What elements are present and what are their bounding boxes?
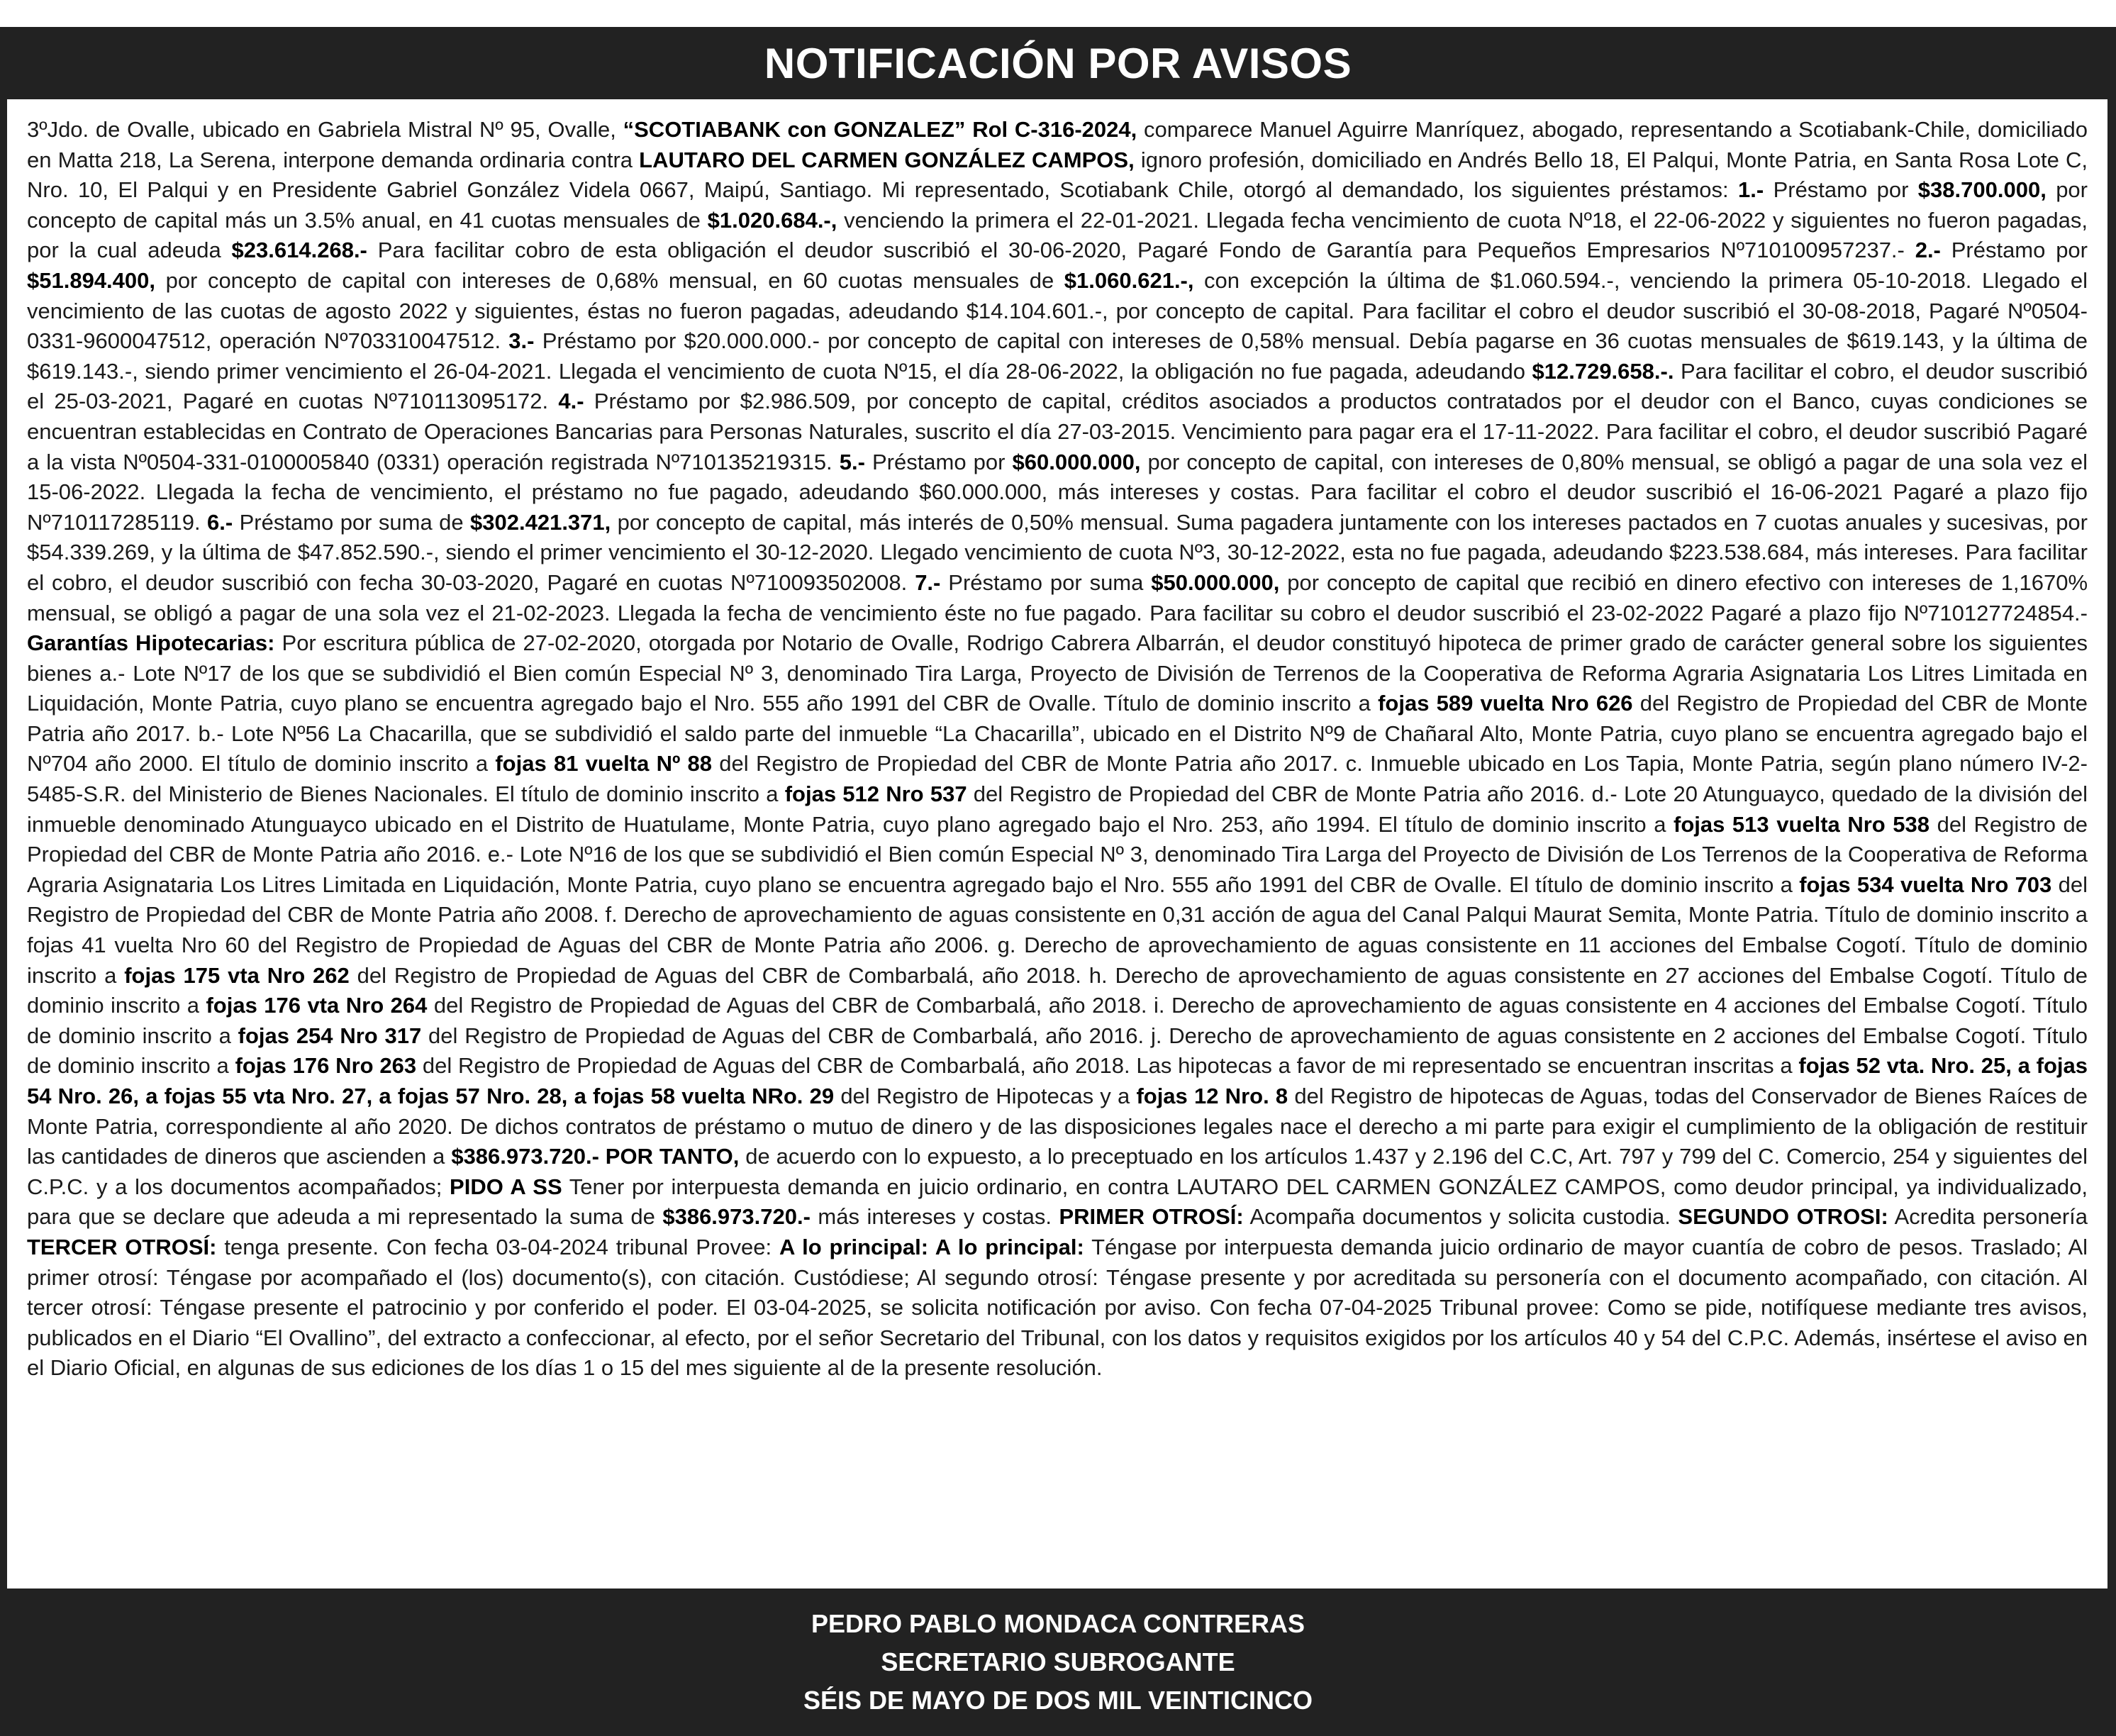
notice-body <box>7 99 2107 1588</box>
emphasized-text: fojas 254 Nro 317 <box>238 1023 422 1048</box>
body-text-run: Para facilitar cobro de esta obligación el deudor suscribió el 30-06-2020, Pagaré Fondo de Garantía para Pequeños Empresarios Nº710100957237.- <box>367 238 1915 263</box>
emphasized-text: $1.060.621.-, <box>1064 267 1194 293</box>
body-text-run: Para facilitar el cobro, el deudor suscribió el 25-03-2021, Pagaré en cuotas Nº710113095172. <box>27 358 2088 414</box>
body-text-run: del Registro de hipotecas de Aguas, todas del Conservador de Bienes Raíces de Monte Patria, correspondiente al año 2020. De dichos contratos de préstamo o mutuo de dinero y de las disposiciones legales nace el derecho a mi parte para exigir el cumplimiento de la obligación de restituir las cantidades de dineros que ascienden a <box>27 1084 2088 1169</box>
body-text-run: del Registro de Propiedad de Aguas del CBR de Combarbalá, año 2016. j. Derecho de aprovechamiento de aguas consistente en 2 acciones del Embalse Cogotí. Título de dominio inscrito a <box>27 1023 2088 1079</box>
body-text-run: del Registro de Propiedad del CBR de Monte Patria año 2016. d.- Lote 20 Atunguayco, quedado de la división del inmueble denominado Atunguayco ubicado en el Distrito de Huatulame, Monte Patria, cuyo plano agregado bajo el Nro. 253, año 1994. El título de dominio inscrito a <box>27 781 2088 837</box>
emphasized-text: $386.973.720.- <box>662 1204 811 1230</box>
body-text-run: Préstamo por suma de <box>233 509 471 535</box>
emphasized-text: 4.- <box>558 389 584 414</box>
body-text-run: Tener por interpuesta demanda en juicio ordinario, en contra LAUTARO DEL CARMEN GONZÁLEZ CAMPOS, como deudor principal, ya individualizado, para que se declare que adeuda a mi representado la suma de <box>27 1174 2088 1230</box>
emphasized-text: $1.020.684.-, <box>707 207 837 233</box>
emphasized-text: fojas 175 vta Nro 262 <box>124 962 350 988</box>
emphasized-text: fojas 176 vta Nro 264 <box>206 993 428 1018</box>
body-text-run: más intereses y costas. <box>810 1204 1059 1230</box>
emphasized-text: 6.- <box>207 509 233 535</box>
emphasized-text: 2.- <box>1915 238 1941 263</box>
emphasized-text: “SCOTIABANK con GONZALEZ” Rol C-316-2024, <box>623 117 1137 142</box>
body-text-run: de acuerdo con lo expuesto, a lo preceptuado en los artículos 1.437 y 2.196 del C.C, Art. 797 y 799 del C. Comercio, 254 y siguientes del C.P.C. y a los documentos acompañados; <box>27 1144 2088 1199</box>
body-text-run: del Registro de Propiedad del CBR de Monte Patria año 2008. f. Derecho de aprovechamiento de aguas consistente en 0,31 acción de agua del Canal Palqui Maurat Semita, Monte Patria. Título de dominio inscrito a fojas 41 vuelta Nro 60 del Registro de Propiedad de Aguas del CBR de Monte Patria año 2006. g. Derecho de aprovechamiento de aguas consistente en 11 acciones del Embalse Cogotí. Título de dominio inscrito a <box>27 872 2088 988</box>
body-text-run: Préstamo por <box>864 449 1013 474</box>
body-text-run: comparece Manuel Aguirre Manríquez, abogado, representando a Scotiabank-Chile, domiciliado en Matta 218, La Serena, interpone demanda ordinaria contra <box>27 117 2088 172</box>
body-text-run: con excepción la última de $1.060.594.-, venciendo la primera 05-10-2018. Llegado el vencimiento de las cuotas de agosto 2022 y siguientes, éstas no fueron pagadas, adeudando $14.104.601.-, por concepto de capital. Para facilitar el cobro el deudor suscribió el 30-08-2018, Pagaré Nº0504-0331-9600047512, operación Nº703310047512. <box>27 267 2088 354</box>
body-text-run: ignoro profesión, domiciliado en Andrés Bello 18, El Palqui, Monte Patria, en Santa Rosa Lote C, Nro. 10, El Palqui y en Presidente Gabriel González Videla 0667, Maipú, Santiago. Mi representado, Scotiabank Chile, otorgó al demandado, los siguientes préstamos: <box>27 147 2088 203</box>
body-text-run: Por escritura pública de 27-02-2020, otorgada por Notario de Ovalle, Rodrigo Cabrera Albarrán, el deudor constituyó hipoteca de primer grado de carácter general sobre los siguientes bienes a.- Lote Nº17 de los que se subdividió el Bien común Especial Nº 3, denominado Tira Larga, Proyecto de División de Terrenos de la Cooperativa de Reforma Agraria Asignataria Los Litres Limitada en Liquidación, Monte Patria, cuyo plano se encuentra agregado bajo el Nro. 555 año 1991 del CBR de Ovalle. Título de dominio inscrito a <box>27 630 2088 716</box>
body-text-run: por concepto de capital que recibió en dinero efectivo con intereses de 1,1670% mensual, se obligó a pagar de una sola vez el 21-02-2023. Llegada la fecha de vencimiento éste no fue pagado. Para facilitar su cobro el deudor suscribió el 23-02-2022 Pagaré a plazo fijo Nº710127724854.- <box>27 569 2088 625</box>
signature-date: SÉIS DE MAYO DE DOS MIL VEINTICINCO <box>803 1686 1313 1715</box>
body-text-run: Acredita personería <box>1888 1204 2088 1230</box>
body-text-run: venciendo la primera el 22-01-2021. Llegada fecha vencimiento de cuota Nº18, el 22-06-2022 y siguientes no fueron pagadas, por la cual adeuda <box>27 207 2088 263</box>
body-text-run: Acompaña documentos y solicita custodia. <box>1243 1204 1678 1230</box>
emphasized-text: fojas 52 vta. Nro. 25, a fojas 54 Nro. 26, a fojas 55 vta Nro. 27, a fojas 57 Nro. 28, a fojas 58 vuelta NRo. 29 <box>27 1053 2088 1108</box>
emphasized-text: fojas 176 Nro 263 <box>235 1053 417 1079</box>
body-text-run: del Registro de Propiedad de Aguas del CBR de Combarbalá, año 2018. h. Derecho de aprovechamiento de aguas consistente en 27 acciones del Embalse Cogotí. Título de dominio inscrito a <box>27 962 2088 1018</box>
body-text-run: por concepto de capital, con intereses de 0,80% mensual, se obligó a pagar de una sola vez el 15-06-2022. Llegada la fecha de vencimiento, el préstamo no fue pagado, adeudando $60.000.000, más intereses y costas. Para facilitar el cobro el deudor suscribió el 16-06-2021 Pagaré a plazo fijo Nº710117285119. <box>27 449 2088 535</box>
emphasized-text: fojas 513 vuelta Nro 538 <box>1674 811 1930 837</box>
body-text-run: Préstamo por $2.986.509, por concepto de capital, créditos asociados a productos contratados por el deudor con el Banco, cuyas condiciones se encuentran establecidas en Contrato de Operaciones Bancarias para Personas Naturales, suscrito el día 27-03-2015. Vencimiento para pagar era el 17-11-2022. Para facilitar el cobro, el deudor suscribió Pagaré a la vista Nº0504-331-0100005840 (0331) operación registrada Nº710135219315. <box>27 389 2088 474</box>
emphasized-text: A lo principal: A lo principal: <box>779 1234 1084 1259</box>
body-text-run: por concepto de capital, más interés de 0,50% mensual. Suma pagadera juntamente con los intereses pactados en 7 cuotas anuales y sucesivas, por $54.339.269, y la última de $47.852.590.-, siendo el primer vencimiento el 30-12-2020. Llegado vencimiento de cuota Nº3, 30-12-2022, esta no fue pagada, adeudando $223.538.684, más intereses. Para facilitar el cobro, el deudor suscribió con fecha 30-03-2020, Pagaré en cuotas Nº710093502008. <box>27 509 2088 595</box>
body-text-run: del Registro de Propiedad del CBR de Monte Patria año 2016. e.- Lote Nº16 de los que se subdividió el Bien común Especial Nº 3, denominado Tira Larga del Proyecto de División de Los Terrenos de la Cooperativa de Reforma Agraria Asignataria Los Litres Limitada en Liquidación, Monte Patria, cuyo plano se encuentra agregado bajo el Nro. 555 año 1991 del CBR de Ovalle. El título de dominio inscrito a <box>27 811 2088 897</box>
body-text-run: del Registro de Hipotecas y a <box>834 1084 1137 1108</box>
emphasized-text: fojas 81 vuelta Nº 88 <box>495 751 713 777</box>
emphasized-text: $12.729.658.-. <box>1532 358 1674 384</box>
emphasized-text: 5.- <box>839 449 865 474</box>
body-text-run: Préstamo por <box>1764 177 1918 203</box>
body-text-run: Préstamo por <box>1940 238 2088 263</box>
body-text-run: del Registro de Propiedad de Aguas del CBR de Combarbalá, año 2018. Las hipotecas a favor de mi representado se encuentran inscritas a <box>416 1053 1799 1079</box>
body-text-run: Préstamo por $20.000.000.- por concepto de capital con intereses de 0,58% mensual. Debía pagarse en 36 cuotas mensuales de $619.143, y la última de $619.143.-, siendo primer vencimiento el 26-04-2021. Llegada el vencimiento de cuota Nº15, el día 28-06-2022, la obligación no fue pagada, adeudando <box>27 328 2088 384</box>
emphasized-text: fojas 12 Nro. 8 <box>1136 1084 1288 1108</box>
emphasized-text: $386.973.720.- POR TANTO, <box>451 1144 740 1169</box>
signatory-name: PEDRO PABLO MONDACA CONTRERAS <box>811 1609 1305 1638</box>
emphasized-text: fojas 512 Nro 537 <box>784 781 967 807</box>
notice-title: NOTIFICACIÓN POR AVISOS <box>764 39 1352 87</box>
emphasized-text: $38.700.000, <box>1917 177 2047 203</box>
body-text-run: Téngase por interpuesta demanda juicio ordinario de mayor cuantía de cobro de pesos. Traslado; Al primer otrosí: Téngase por acompañado el (los) documento(s), con citación. Custódiese; Al segundo otrosí: Téngase presente y por acreditada su personería con el documento acompañado, con citación. Al tercer otrosí: Téngase presente el patrocinio y por conferido el poder. El 03-04-2025, se solicita notificación por aviso. Con fecha 07-04-2025 Tribunal provee: Como se pide, notifíquese mediante tres avisos, publicados en el Diario “El Ovallino”, del extracto a confeccionar, al efecto, por el señor Secretario del Tribunal, con los datos y requisitos exigidos por los artículos 40 y 54 del C.P.C. Además, insértese el aviso en el Diario Oficial, en algunas de sus ediciones de los días 1 o 15 del mes siguiente al de la presente resolución. <box>27 1234 2088 1381</box>
emphasized-text: $60.000.000, <box>1012 449 1141 474</box>
notice-header <box>0 27 2116 99</box>
emphasized-text: $50.000.000, <box>1151 569 1280 595</box>
body-text-run: tenga presente. Con fecha 03-04-2024 tribunal Provee: <box>216 1234 779 1259</box>
emphasized-text: $302.421.371, <box>470 509 611 535</box>
emphasized-text: $51.894.400, <box>27 267 156 293</box>
emphasized-text: $23.614.268.- <box>231 238 367 263</box>
body-text-run: por concepto de capital más un 3.5% anual, en 41 cuotas mensuales de <box>27 177 2088 233</box>
signatory-role: SECRETARIO SUBROGANTE <box>881 1647 1235 1676</box>
emphasized-text: PIDO A SS <box>450 1174 562 1199</box>
body-text-run: 3ºJdo. de Ovalle, ubicado en Gabriela Mistral Nº 95, Ovalle, <box>27 117 623 142</box>
emphasized-text: SEGUNDO OTROSI: <box>1678 1204 1888 1230</box>
emphasized-text: TERCER OTROSÍ: <box>27 1234 217 1259</box>
emphasized-text: Garantías Hipotecarias: <box>27 630 275 656</box>
body-text-run: del Registro de Propiedad de Aguas del CBR de Combarbalá, año 2018. i. Derecho de aprovechamiento de aguas consistente en 4 acciones del Embalse Cogotí. Título de dominio inscrito a <box>27 993 2088 1048</box>
emphasized-text: fojas 589 vuelta Nro 626 <box>1378 691 1633 716</box>
body-text-run: del Registro de Propiedad del CBR de Monte Patria año 2017. b.- Lote Nº56 La Chacarilla, que se subdividió el saldo parte del inmueble “La Chacarilla”, ubicado en el Distrito Nº9 de Chañaral Alto, Monte Patria, cuyo plano se encuentra agregado bajo el Nº704 año 2000. El título de dominio inscrito a <box>27 691 2088 777</box>
notice-body-text <box>27 115 2088 1384</box>
emphasized-text: PRIMER OTROSÍ: <box>1059 1204 1244 1230</box>
emphasized-text: LAUTARO DEL CARMEN GONZÁLEZ CAMPOS, <box>639 147 1135 172</box>
emphasized-text: fojas 534 vuelta Nro 703 <box>1799 872 2052 897</box>
body-text-run: del Registro de Propiedad del CBR de Monte Patria año 2017. c. Inmueble ubicado en Los Tapia, Monte Patria, según plano número IV-2-5485-S.R. del Ministerio de Bienes Nacionales. El título de dominio inscrito a <box>27 751 2088 807</box>
body-text-run: Préstamo por suma <box>940 569 1152 595</box>
emphasized-text: 7.- <box>915 569 941 595</box>
emphasized-text: 3.- <box>508 328 535 354</box>
emphasized-text: 1.- <box>1738 177 1764 203</box>
notice-signature <box>0 1588 2116 1736</box>
body-text-run: por concepto de capital con intereses de 0,68% mensual, en 60 cuotas mensuales de <box>155 267 1064 293</box>
